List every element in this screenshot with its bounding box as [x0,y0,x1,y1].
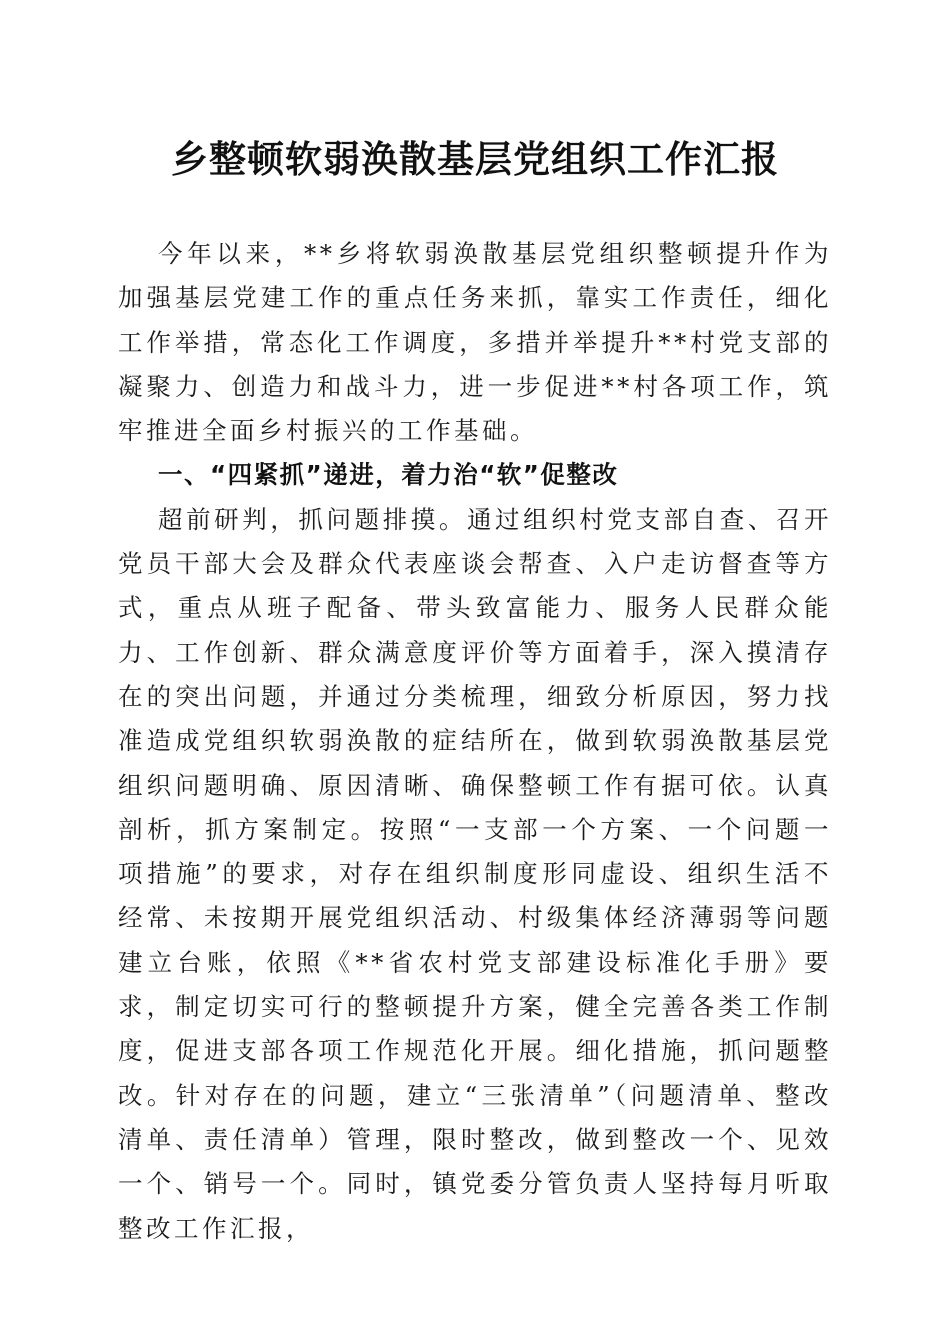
intro-paragraph: 今年以来，**乡将软弱涣散基层党组织整顿提升作为加强基层党建工作的重点任务来抓，靠实工作责任，细化工作举措，常态化工作调度，多措并举提升**村党支部的凝聚力、创造力和战斗力，进一步促进**村各项工作，筑牢推进全面乡村振兴的工作基础。 [118,239,832,446]
document-title: 乡整顿软弱涣散基层党组织工作汇报 [171,137,779,181]
section-heading: 一、“四紧抓”递进，着力治“软”促整改 [158,460,619,490]
section-paragraph: 超前研判，抓问题排摸。通过组织村党支部自查、召开党员干部大会及群众代表座谈会帮查、入户走访督查等方式，重点从班子配备、带头致富能力、服务人民群众能力、工作创新、群众满意度评价等方面着手，深入摸清存在的突出问题，并通过分类梳理，细致分析原因，努力找准造成党组织软弱涣散的症结所在，做到软弱涣散基层党组织问题明确、原因清晰、确保整顿工作有据可依。认真剖析，抓方案制定。按照“一支部一个方案、一个问题一项措施”的要求，对存在组织制度形同虚设、组织生活不经常、未按期开展党组织活动、村级集体经济薄弱等问题建立台账，依照《**省农村党支部建设标准化手册》要求，制定切实可行的整顿提升方案，健全完善各类工作制度，促进支部各项工作规范化开展。细化措施，抓问题整改。针对存在的问题，建立“三张清单”（问题清单、整改清单、责任清单）管理，限时整改，做到整改一个、见效一个、销号一个。同时，镇党委分管负责人坚持每月听取整改工作汇报， [118,504,832,1243]
document-body [118,232,832,1251]
